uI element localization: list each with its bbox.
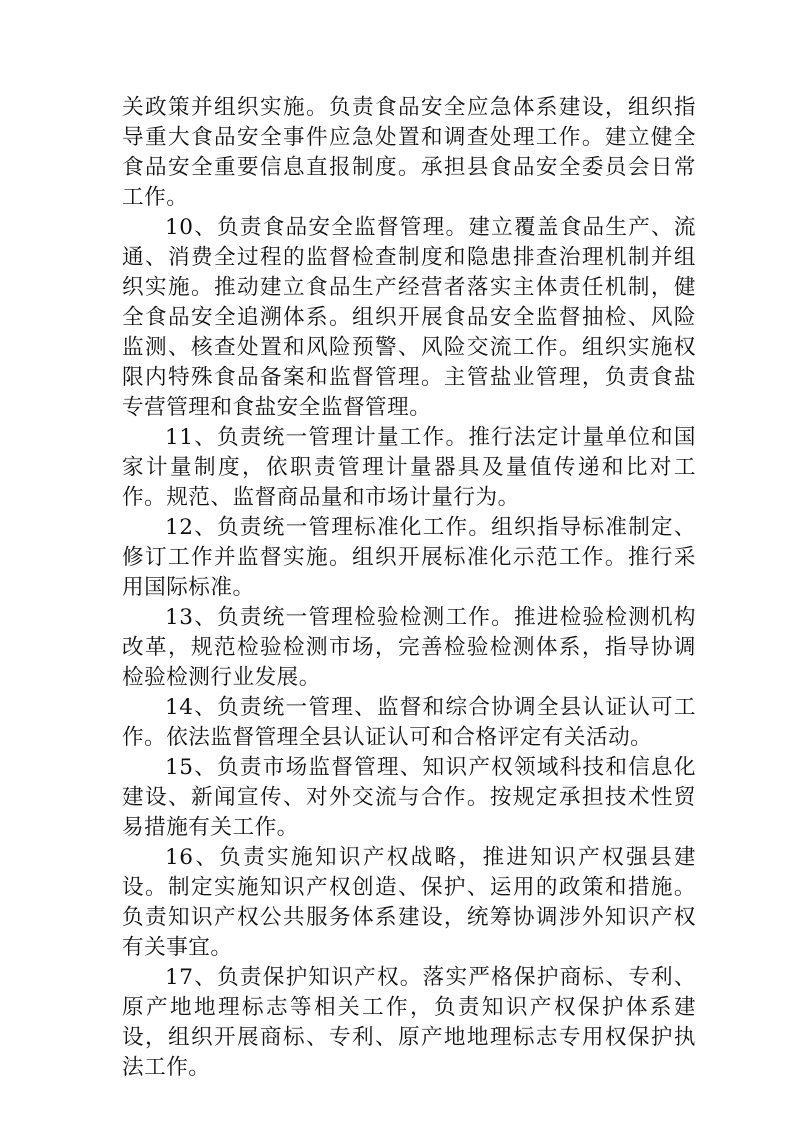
paragraph-item-14: 14、负责统一管理、监督和综合协调全县认证认可工作。依法监督管理全县认证认可和合格评定有关活动。: [122, 695, 696, 750]
paragraph-item-10: 10、负责食品安全监督管理。建立覆盖食品生产、流通、消费全过程的监督检查制度和隐患排查治理机制并组织实施。推动建立食品生产经营者落实主体责任机制，健全食品安全追溯体系。组织开展食品安全监督抽检、风险监测、核查处置和风险预警、风险交流工作。组织实施权限内特殊食品备案和监督管理。主管盐业管理，负责食盐专营管理和食盐安全监督管理。: [122, 215, 696, 420]
paragraph-item-13: 13、负责统一管理检验检测工作。推进检验检测机构改革，规范检验检测市场，完善检验检测体系，指导协调检验检测行业发展。: [122, 605, 696, 690]
paragraph-item-16: 16、负责实施知识产权战略，推进知识产权强县建设。制定实施知识产权创造、保护、运用的政策和措施。负责知识产权公共服务体系建设，统筹协调涉外知识产权有关事宜。: [122, 845, 696, 960]
paragraph-continuation: 关政策并组织实施。负责食品安全应急体系建设，组织指导重大食品安全事件应急处置和调查处理工作。建立健全食品安全重要信息直报制度。承担县食品安全委员会日常工作。: [122, 95, 696, 210]
paragraph-item-11: 11、负责统一管理计量工作。推行法定计量单位和国家计量制度，依职责管理计量器具及量值传递和比对工作。规范、监督商品量和市场计量行为。: [122, 425, 696, 510]
paragraph-item-15: 15、负责市场监督管理、知识产权领域科技和信息化建设、新闻宣传、对外交流与合作。按规定承担技术性贸易措施有关工作。: [122, 755, 696, 840]
paragraph-item-12: 12、负责统一管理标准化工作。组织指导标准制定、修订工作并监督实施。组织开展标准化示范工作。推行采用国际标准。: [122, 515, 696, 600]
paragraph-item-17: 17、负责保护知识产权。落实严格保护商标、专利、原产地地理标志等相关工作，负责知识产权保护体系建设，组织开展商标、专利、原产地地理标志专用权保护执法工作。: [122, 965, 696, 1080]
document-body: [122, 93, 696, 1083]
